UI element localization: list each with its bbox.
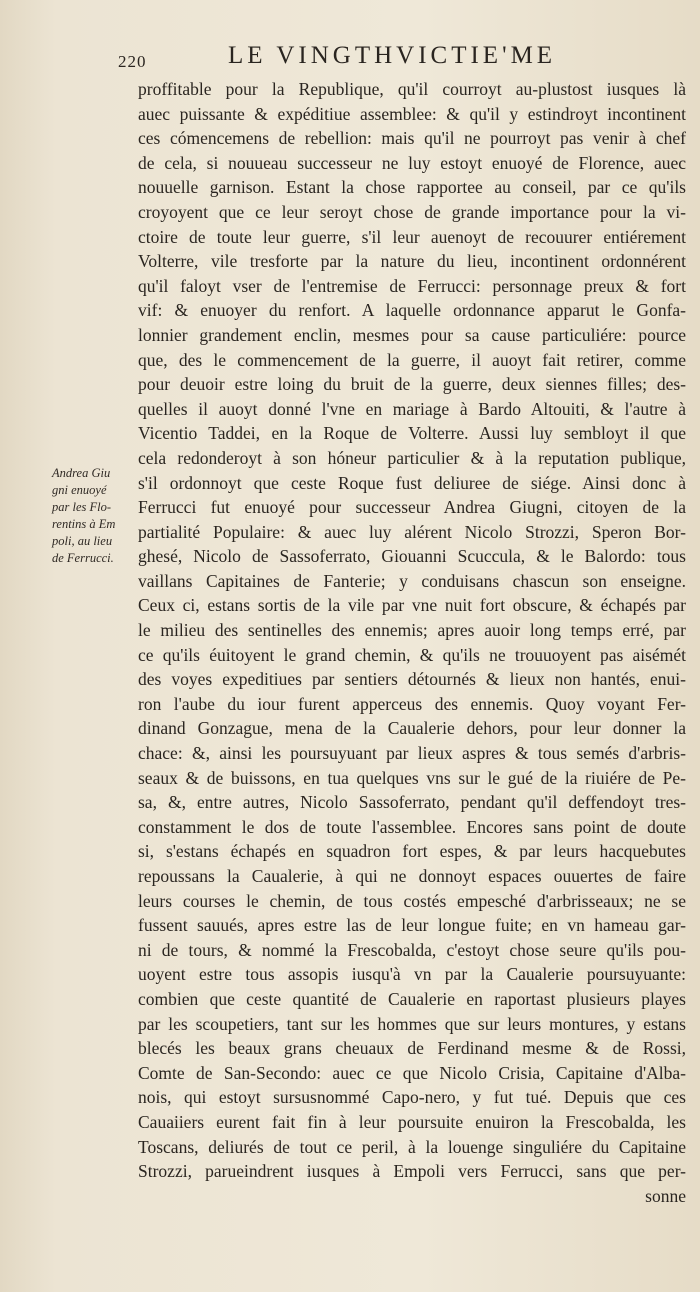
text-line: fussent sauués, apres estre las de leur longue fuite; en vn hameau gar- — [138, 915, 686, 936]
text-line: ron l'aube du iour furent apperceus des ennemis. Quoy voyant Fer- — [138, 693, 686, 714]
text-line: ni de tours, & nommé la Frescobalda, c'estoyt chose seure qu'ils pou- — [138, 939, 686, 960]
margin-note-line: Andrea Giu — [52, 466, 111, 480]
text-line: si, s'estans échapés en squadron fort espes, & par leurs hacquebutes — [138, 841, 686, 862]
text-line: qu'il faloyt vser de l'entremise de Ferrucci: personnage preux & fort — [138, 275, 686, 296]
text-line: constamment le dos de toute l'assemblee. Encores sans point de doute — [138, 816, 686, 837]
text-line: nouuelle garnison. Estant la chose rapportee au conseil, par ce qu'ils — [138, 177, 686, 198]
running-title: LE VINGTHVICTIE'ME — [228, 42, 557, 69]
margin-note — [52, 465, 136, 567]
catchword: sonne — [645, 1185, 686, 1206]
text-line: vaillans Capitaines de Fanterie; y conduisans chascun son enseigne. — [138, 570, 686, 591]
text-line: Cauaiiers eurent fait fin à leur poursuite enuiron la Frescobalda, les — [138, 1111, 686, 1132]
text-line: le milieu des sentinelles des ennemis; apres auoir long temps erré, par — [138, 620, 686, 641]
text-line: partialité Populaire: & auec luy alérent Nicolo Strozzi, Speron Bor- — [138, 521, 686, 542]
text-line: Ferrucci fut enuoyé pour successeur Andrea Giugni, citoyen de la — [138, 497, 686, 518]
text-line: uoyent estre tous assopis iusqu'à vn par la Caualerie poursuyuante: — [138, 964, 686, 985]
text-line: proffitable pour la Republique, qu'il courroyt au-plustost iusques là — [138, 79, 686, 99]
margin-note-line: rentins à Em — [52, 517, 116, 531]
text-line: pour deuoir estre loing du bruit de la guerre, deux siennes filles; des- — [138, 374, 686, 395]
text-line: Volterre, vile tresforte par la nature du lieu, incontinent ordonnérent — [138, 251, 686, 272]
text-line: combien que ceste quantité de Caualerie en raportast plusieurs playes — [138, 988, 686, 1009]
text-line: cela redonderoyt à son hóneur particulier & à la reputation publique, — [138, 447, 686, 468]
margin-note-line: gni enuoyé — [52, 483, 107, 497]
margin-note-line: poli, au lieu — [52, 534, 113, 548]
text-line: des voyes expeditiues par sentiers détournés & lieux non hantés, enui- — [138, 669, 686, 690]
text-line: Ceux ci, estans sortis de la vile par vne nuit fort obscure, & échapés par — [138, 595, 686, 616]
text-line: Strozzi, parueindrent iusques à Empoli vers Ferrucci, sans que per- — [138, 1161, 686, 1182]
text-line: croyoyent que ce leur seroyt chose de grande importance pour la vi- — [138, 201, 686, 222]
text-line: vif: & enuoyer du renfort. A laquelle ordonnance apparut le Gonfa- — [138, 300, 686, 321]
text-line: auec puissante & expéditiue assemblee: & qu'il y estindroyt incontinent — [138, 103, 686, 124]
text-line: Vicentio Taddei, en la Roque de Volterre. Aussi luy sembloyt il que — [138, 423, 686, 444]
margin-note-line: de Ferrucci. — [52, 551, 114, 565]
text-line: sa, &, entre autres, Nicolo Sassoferrato, pendant qu'il deffendoyt tres- — [138, 792, 686, 813]
text-line: dinand Gonzague, mena de la Caualerie dehors, pour leur donner la — [138, 718, 686, 739]
text-line: de cela, si nouueau successeur ne luy estoyt enuoyé de Florence, auec — [138, 152, 686, 173]
text-line: quelles il auoyt donné l'vne en mariage à Bardo Altouiti, & l'autre à — [138, 398, 686, 419]
text-line: par les scoupetiers, tant sur les hommes que sur leurs montures, y estans — [138, 1013, 686, 1034]
text-line: Comte de San-Secondo: auec ce que Nicolo Crisia, Capitaine d'Alba- — [138, 1062, 686, 1083]
text-line: seaux & de buissons, en tua quelques vns sur le gué de la riuiére de Pe- — [138, 767, 686, 788]
text-line: leurs courses le chemin, de tous costés empesché d'arbrisseaux; ne se — [138, 890, 686, 911]
margin-note-line: par les Flo- — [52, 500, 112, 514]
page-number: 220 — [118, 52, 147, 71]
text-line: nois, qui estoyt sursusnommé Capo-nero, y fut tué. Depuis que ces — [138, 1087, 686, 1108]
text-line: lonnier grandement enclin, mesmes pour sa cause particuliére: pource — [138, 324, 686, 345]
text-line: ctoire de toute leur guerre, s'il leur auenoyt de recouurer entiérement — [138, 226, 686, 247]
page-header — [118, 40, 688, 78]
text-line: Toscans, deliurés de tout ce peril, à la louenge singuliére du Capitaine — [138, 1136, 686, 1157]
text-line: ghesé, Nicolo de Sassoferrato, Giouanni Scuccula, & le Balordo: tous — [138, 546, 686, 567]
body-text — [138, 77, 686, 1208]
text-line: s'il ordonnoyt que ceste Roque fust deliuree de siége. Ainsi donc à — [138, 472, 686, 493]
text-line: chace: &, ainsi les poursuyuant par lieux aspres & tous semés d'arbris- — [138, 743, 686, 764]
text-line: ce qu'ils éuitoyent le grand chemin, & qu'ils ne trouuoyent pas aisémét — [138, 644, 686, 665]
text-line: blecés les beaux grans cheuaux de Ferdinand mesme & de Rossi, — [138, 1038, 686, 1059]
text-line: repoussans la Caualerie, à qui ne donnoyt espaces ouuertes de faire — [138, 866, 686, 886]
text-line: ces cómencemens de rebellion: mais qu'il ne pourroyt pas venir à chef — [138, 128, 686, 149]
text-line: que, des le commencement de la guerre, il auoyt fait retirer, comme — [138, 349, 686, 370]
